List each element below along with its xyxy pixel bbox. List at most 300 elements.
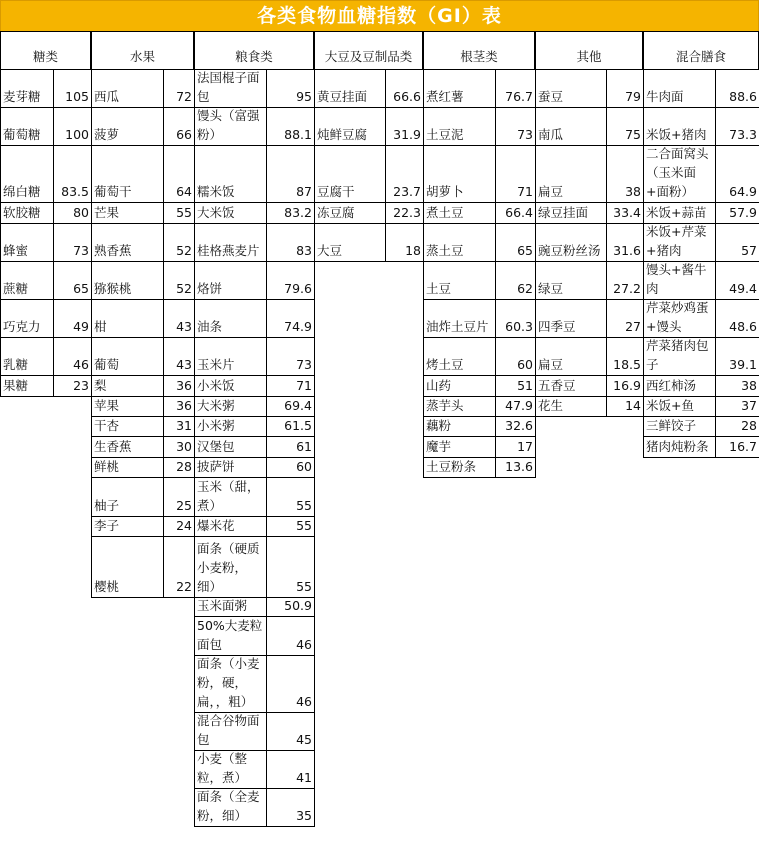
food-name: 桂格燕麦片 [197, 243, 260, 258]
gi-value: 52 [176, 243, 192, 258]
gi-value-cell [495, 299, 536, 338]
gi-value-cell [606, 223, 644, 262]
food-name: 米饭+芹菜+猪肉 [646, 224, 707, 258]
gi-value: 37 [741, 398, 757, 413]
food-name-cell [535, 299, 607, 338]
food-name: 葡萄 [94, 357, 120, 372]
food-name-cell [194, 436, 267, 458]
gi-value-cell [715, 145, 759, 203]
food-name-cell [91, 396, 164, 417]
food-name: 米饭+鱼 [646, 398, 694, 413]
gi-value: 46 [296, 637, 312, 652]
gi-value: 61 [296, 439, 312, 454]
gi-value-cell [163, 202, 195, 224]
gi-value-cell [715, 69, 759, 108]
food-name: 葡萄糖 [3, 127, 41, 142]
food-name: 小米粥 [197, 418, 235, 433]
gi-value: 64.9 [729, 184, 757, 199]
food-name-cell [194, 655, 267, 713]
food-name: 柑 [94, 319, 107, 334]
column-header-label: 粮食类 [235, 49, 273, 64]
gi-value-cell [495, 107, 536, 146]
gi-value: 17 [517, 439, 533, 454]
gi-value: 73.3 [729, 127, 757, 142]
food-name: 蔗糖 [3, 281, 29, 296]
food-name-cell [194, 416, 267, 437]
food-name-cell [643, 69, 716, 108]
gi-value: 66.6 [393, 89, 421, 104]
gi-value: 36 [176, 398, 192, 413]
gi-value: 52 [176, 281, 192, 296]
food-name: 玉米（甜，煮） [197, 479, 260, 513]
food-name: 面条（全麦粉，细） [197, 789, 260, 823]
gi-value-cell [163, 375, 195, 397]
food-name: 西瓜 [94, 89, 120, 104]
gi-value: 88.6 [729, 89, 757, 104]
food-name-cell [194, 536, 267, 598]
gi-value-cell [606, 202, 644, 224]
food-name: 油条 [197, 319, 223, 334]
gi-value: 75 [625, 127, 641, 142]
gi-value-cell [163, 299, 195, 338]
gi-value-cell [163, 223, 195, 262]
food-name: 花生 [538, 398, 564, 413]
food-name: 法国棍子面包 [197, 70, 260, 104]
gi-value: 31.9 [393, 127, 421, 142]
food-name-cell [0, 261, 54, 300]
column-header-label: 水果 [129, 49, 155, 64]
food-name-cell [0, 69, 54, 108]
gi-value-cell [495, 69, 536, 108]
food-name-cell [423, 223, 496, 262]
food-name-cell [643, 202, 716, 224]
food-name-cell [423, 299, 496, 338]
gi-value-cell [266, 69, 315, 108]
gi-value-cell [715, 261, 759, 300]
gi-value-cell [163, 337, 195, 376]
food-name: 四季豆 [538, 319, 576, 334]
gi-value-cell [266, 655, 315, 713]
food-name: 糯米饭 [197, 184, 235, 199]
gi-value: 65 [517, 243, 533, 258]
gi-value: 87 [296, 184, 312, 199]
food-name: 熟香蕉 [94, 243, 132, 258]
gi-value-cell [53, 223, 92, 262]
food-name: 馒头（富强粉） [197, 108, 260, 142]
gi-value-cell [53, 261, 92, 300]
gi-value: 105 [65, 89, 89, 104]
food-name-cell [91, 436, 164, 458]
food-name: 鲜桃 [94, 459, 120, 474]
food-name: 二合面窝头（玉米面+面粉） [646, 146, 709, 199]
gi-value-cell [606, 337, 644, 376]
gi-value-cell [163, 436, 195, 458]
gi-value: 62 [517, 281, 533, 296]
gi-value-cell [385, 107, 424, 146]
gi-value-cell [495, 145, 536, 203]
gi-value: 55 [176, 205, 192, 220]
gi-value: 32.6 [505, 418, 533, 433]
food-name-cell [194, 750, 267, 789]
food-name: 苹果 [94, 398, 120, 413]
food-name-cell [643, 416, 716, 437]
gi-value: 18 [405, 243, 421, 258]
gi-value: 28 [741, 418, 757, 433]
food-name: 蒸土豆 [426, 243, 464, 258]
gi-value-cell [495, 223, 536, 262]
gi-value-cell [385, 223, 424, 262]
food-name: 猪肉炖粉条 [646, 439, 709, 454]
food-name: 南瓜 [538, 127, 564, 142]
food-name: 软胶糖 [3, 205, 41, 220]
gi-value-cell [163, 516, 195, 537]
food-name: 爆米花 [197, 518, 235, 533]
gi-value-cell [495, 261, 536, 300]
gi-value: 22.3 [393, 205, 421, 220]
food-name-cell [423, 375, 496, 397]
food-name: 巧克力 [3, 319, 41, 334]
food-name-cell [194, 712, 267, 751]
gi-value: 50.9 [284, 598, 312, 613]
food-name: 藕粉 [426, 418, 452, 433]
gi-value-cell [495, 337, 536, 376]
food-name-cell [91, 477, 164, 517]
gi-value-cell [53, 202, 92, 224]
gi-value-cell [715, 202, 759, 224]
food-name: 米饭+猪肉 [646, 127, 707, 142]
food-name-cell [423, 107, 496, 146]
gi-value: 83.2 [284, 205, 312, 220]
gi-value: 71 [296, 378, 312, 393]
gi-value: 61.5 [284, 418, 312, 433]
gi-value-cell [53, 145, 92, 203]
gi-value-cell [495, 375, 536, 397]
food-name-cell [535, 202, 607, 224]
gi-value: 79.6 [284, 281, 312, 296]
food-name-cell [535, 107, 607, 146]
food-name-cell [643, 337, 716, 376]
column-header-label: 大豆及豆制品类 [324, 49, 413, 64]
food-name: 绿豆 [538, 281, 564, 296]
food-name-cell [91, 375, 164, 397]
food-name-cell [643, 396, 716, 417]
food-name-cell [194, 261, 267, 300]
food-name-cell [194, 597, 267, 617]
food-name: 土豆粉条 [426, 459, 477, 474]
gi-value-cell [715, 223, 759, 262]
gi-value-cell [606, 145, 644, 203]
gi-value-cell [163, 107, 195, 146]
food-name-cell [91, 299, 164, 338]
column-header [194, 31, 314, 70]
food-name-cell [91, 261, 164, 300]
food-name-cell [0, 107, 54, 146]
gi-value: 45 [296, 732, 312, 747]
food-name: 煮红薯 [426, 89, 464, 104]
food-name-cell [643, 375, 716, 397]
food-name: 柚子 [94, 498, 120, 513]
food-name: 土豆 [426, 281, 452, 296]
gi-value: 16.7 [729, 439, 757, 454]
gi-value-cell [53, 69, 92, 108]
gi-value: 72 [176, 89, 192, 104]
gi-value: 27.2 [613, 281, 641, 296]
food-name: 绿豆挂面 [538, 205, 589, 220]
gi-value: 80 [73, 205, 89, 220]
gi-value-cell [266, 788, 315, 827]
food-name: 樱桃 [94, 579, 120, 594]
food-name: 小麦（整粒，煮） [197, 751, 248, 785]
gi-value-cell [163, 396, 195, 417]
food-name: 大豆 [317, 243, 343, 258]
gi-value: 66.4 [505, 205, 533, 220]
food-name-cell [194, 69, 267, 108]
column-header [643, 31, 759, 70]
gi-value-cell [163, 261, 195, 300]
food-name-cell [91, 202, 164, 224]
gi-value-cell [163, 477, 195, 517]
gi-value: 24 [176, 518, 192, 533]
food-name: 蒸芋头 [426, 398, 464, 413]
gi-value: 65 [73, 281, 89, 296]
food-name-cell [91, 416, 164, 437]
food-name-cell [91, 107, 164, 146]
gi-value-cell [266, 457, 315, 478]
food-name: 扁豆 [538, 184, 564, 199]
gi-value: 49.4 [729, 281, 757, 296]
gi-value-cell [715, 416, 759, 437]
gi-value: 71 [517, 184, 533, 199]
gi-value: 36 [176, 378, 192, 393]
gi-value: 33.4 [613, 205, 641, 220]
gi-value: 46 [73, 357, 89, 372]
food-name-cell [535, 223, 607, 262]
gi-value-cell [385, 202, 424, 224]
food-name: 魔芋 [426, 439, 452, 454]
gi-value: 64 [176, 184, 192, 199]
food-name-cell [0, 202, 54, 224]
gi-value-cell [266, 261, 315, 300]
food-name-cell [535, 337, 607, 376]
food-name: 黄豆挂面 [317, 89, 368, 104]
gi-value-cell [606, 299, 644, 338]
food-name: 炖鲜豆腐 [317, 127, 368, 142]
food-name-cell [0, 375, 54, 397]
food-name-cell [314, 202, 386, 224]
gi-value: 49 [73, 319, 89, 334]
food-name-cell [194, 223, 267, 262]
food-name: 土豆泥 [426, 127, 464, 142]
food-name-cell [643, 107, 716, 146]
gi-value: 25 [176, 498, 192, 513]
food-name-cell [194, 396, 267, 417]
gi-value-cell [266, 536, 315, 598]
gi-value: 35 [296, 808, 312, 823]
gi-value: 57.9 [729, 205, 757, 220]
gi-value-cell [266, 107, 315, 146]
gi-value: 74.9 [284, 319, 312, 334]
food-name: 牛肉面 [646, 89, 684, 104]
food-name: 蚕豆 [538, 89, 564, 104]
food-name: 面条（小麦粉，硬，扁，，粗） [197, 656, 260, 709]
food-name-cell [194, 375, 267, 397]
gi-value: 16.9 [613, 378, 641, 393]
column-header-label: 其他 [576, 49, 602, 64]
gi-value-cell [715, 107, 759, 146]
food-name-cell [535, 261, 607, 300]
column-header [91, 31, 194, 70]
gi-value-cell [53, 107, 92, 146]
food-name: 李子 [94, 518, 120, 533]
food-name: 葡萄干 [94, 184, 132, 199]
gi-value-cell [495, 202, 536, 224]
gi-value: 73 [73, 243, 89, 258]
gi-value-cell [606, 261, 644, 300]
gi-value: 73 [296, 357, 312, 372]
food-name-cell [643, 299, 716, 338]
gi-value: 13.6 [505, 459, 533, 474]
food-name-cell [423, 416, 496, 437]
gi-value: 31 [176, 418, 192, 433]
food-name: 豌豆粉丝汤 [538, 243, 601, 258]
food-name: 胡萝卜 [426, 184, 464, 199]
gi-value: 14 [625, 398, 641, 413]
gi-value-cell [53, 375, 92, 397]
gi-value: 83.5 [61, 184, 89, 199]
food-name-cell [314, 107, 386, 146]
gi-value-cell [163, 536, 195, 598]
food-name-cell [194, 202, 267, 224]
gi-value-cell [266, 223, 315, 262]
gi-value-cell [266, 750, 315, 789]
food-name-cell [194, 337, 267, 376]
food-name: 绵白糖 [3, 184, 41, 199]
food-name: 混合谷物面包 [197, 713, 260, 747]
gi-value: 66 [176, 127, 192, 142]
food-name-cell [194, 477, 267, 517]
food-name: 芹菜猪肉包子 [646, 338, 709, 372]
food-name: 扁豆 [538, 357, 564, 372]
food-name-cell [423, 261, 496, 300]
column-header [535, 31, 643, 70]
gi-value: 27 [625, 319, 641, 334]
gi-value: 95 [296, 89, 312, 104]
food-name-cell [423, 457, 496, 478]
gi-value-cell [53, 337, 92, 376]
food-name: 大米粥 [197, 398, 235, 413]
gi-value: 46 [296, 694, 312, 709]
gi-value-cell [606, 396, 644, 417]
gi-value-cell [495, 436, 536, 458]
column-header-label: 根茎类 [460, 49, 498, 64]
gi-value-cell [266, 616, 315, 656]
gi-value-cell [53, 299, 92, 338]
food-name: 乳糖 [3, 357, 29, 372]
food-name: 油炸土豆片 [426, 319, 489, 334]
gi-value-cell [266, 145, 315, 203]
food-name-cell [643, 223, 716, 262]
food-name-cell [91, 69, 164, 108]
food-name-cell [91, 223, 164, 262]
food-name-cell [194, 457, 267, 478]
food-name-cell [535, 69, 607, 108]
food-name: 小米饭 [197, 378, 235, 393]
food-name: 芹菜炒鸡蛋+馒头 [646, 300, 709, 334]
gi-value: 47.9 [505, 398, 533, 413]
gi-value: 39.1 [729, 357, 757, 372]
food-name-cell [0, 299, 54, 338]
gi-value: 55 [296, 579, 312, 594]
gi-value: 88.1 [284, 127, 312, 142]
gi-value-cell [266, 299, 315, 338]
gi-value-cell [266, 516, 315, 537]
food-name-cell [91, 337, 164, 376]
gi-value-cell [266, 375, 315, 397]
food-name-cell [91, 145, 164, 203]
food-name-cell [91, 516, 164, 537]
gi-value-cell [163, 457, 195, 478]
column-header [314, 31, 423, 70]
gi-value-cell [606, 107, 644, 146]
food-name-cell [314, 69, 386, 108]
food-name-cell [643, 436, 716, 458]
gi-value: 30 [176, 439, 192, 454]
column-header [0, 31, 91, 70]
food-name: 猕猴桃 [94, 281, 132, 296]
food-name-cell [423, 396, 496, 417]
gi-value: 60.3 [505, 319, 533, 334]
gi-value: 57 [741, 243, 757, 258]
gi-value-cell [715, 299, 759, 338]
food-name: 干杏 [94, 418, 120, 433]
food-name: 梨 [94, 378, 107, 393]
gi-value-cell [715, 396, 759, 417]
food-name: 汉堡包 [197, 439, 235, 454]
food-name-cell [314, 223, 386, 262]
gi-value-cell [266, 436, 315, 458]
gi-value-cell [715, 337, 759, 376]
food-name: 玉米片 [197, 357, 235, 372]
food-name-cell [194, 616, 267, 656]
gi-value-cell [266, 416, 315, 437]
food-name: 生香蕉 [94, 439, 132, 454]
food-name-cell [643, 145, 716, 203]
gi-value: 76.7 [505, 89, 533, 104]
food-name: 菠萝 [94, 127, 120, 142]
gi-value: 28 [176, 459, 192, 474]
gi-value: 69.4 [284, 398, 312, 413]
food-name: 冻豆腐 [317, 205, 355, 220]
gi-value: 51 [517, 378, 533, 393]
gi-value-cell [495, 457, 536, 478]
food-name-cell [91, 457, 164, 478]
gi-value-cell [163, 145, 195, 203]
gi-value-cell [266, 597, 315, 617]
gi-value-cell [606, 375, 644, 397]
gi-value-cell [163, 69, 195, 108]
food-name: 面条（硬质小麦粉，细） [197, 541, 260, 594]
gi-value: 55 [296, 518, 312, 533]
food-name-cell [194, 299, 267, 338]
food-name: 烙饼 [197, 281, 223, 296]
column-header-label: 混合膳食 [675, 49, 726, 64]
food-name-cell [194, 107, 267, 146]
gi-value-cell [385, 145, 424, 203]
gi-value: 23.7 [393, 184, 421, 199]
food-name-cell [535, 375, 607, 397]
food-name-cell [194, 516, 267, 537]
food-name: 披萨饼 [197, 459, 235, 474]
